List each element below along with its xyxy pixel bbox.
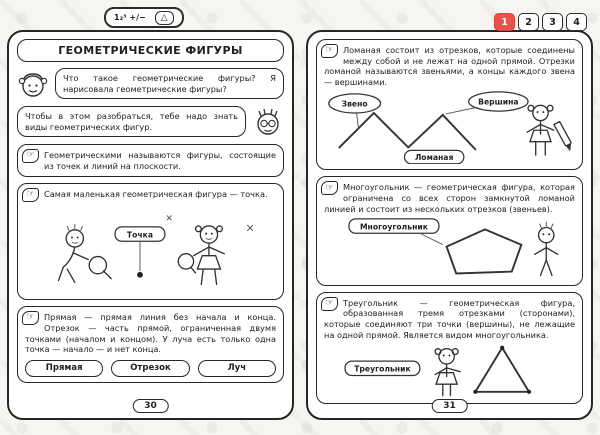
fact-box-point [17, 183, 284, 300]
polyline-shape [339, 113, 475, 149]
answer-row [17, 106, 284, 138]
fact-point-text: Самая маленькая геометрическая фигура — точка. [44, 189, 268, 200]
fact-polyline-text: Ломаная состоит из отрезков, которые соединены между собой и не лежат на одной прямой. Отрезки ломаной называются звеньями, а концы каждого звена — вершинами. [324, 45, 575, 87]
pointing-hand-icon: ☞ [22, 149, 39, 163]
fact-box-figures [17, 144, 284, 177]
fact-box-polygon [316, 176, 583, 285]
girl-figure-icon [435, 349, 460, 396]
label-line: Прямая [25, 360, 103, 377]
fact-box-polyline [316, 39, 583, 170]
question-row [17, 68, 284, 100]
page-title: ГЕОМЕТРИЧЕСКИЕ ФИГУРЫ [17, 39, 284, 62]
triangle-icon: △ [160, 12, 168, 23]
boy-face-icon [252, 106, 284, 138]
calculator-badge [104, 7, 184, 28]
fact-polygon-text: Многоугольник — геометрическая фигура, которая ограничена со всех сторон замкнутой ломаной линией и состоит из нескольких отрезков (звеньев). [324, 182, 575, 214]
tab-3[interactable]: 3 [542, 13, 563, 31]
fly-doodles-icon [167, 216, 253, 231]
polygon-label-text: Многоугольник [359, 222, 428, 232]
polyline-label-text: Ломаная [414, 152, 454, 162]
page-number-left: 30 [132, 399, 169, 413]
pointing-hand-icon: ☞ [22, 188, 39, 202]
girl-with-pencil-icon [527, 105, 571, 155]
calc-text: 1₂³ +/− [114, 13, 146, 22]
polyline-illustration [324, 90, 575, 165]
pointing-hand-icon: ☞ [321, 44, 338, 58]
pointing-hand-icon: ☞ [321, 181, 338, 195]
vertex-label-text: Вершина [478, 96, 519, 106]
triangle-button[interactable] [155, 11, 174, 25]
triangle-illustration [324, 342, 575, 398]
pointing-hand-icon: ☞ [321, 297, 338, 311]
link-label-text: Звено [341, 98, 368, 108]
fact-box-triangle [316, 292, 583, 404]
speech-bubble-answer: Чтобы в этом разобраться, тебе надо знать виды геометрических фигур. [17, 106, 246, 137]
triangle-label-text: Треугольник [354, 364, 411, 374]
boy-with-magnifier-icon [59, 224, 112, 282]
tab-1[interactable]: 1 [494, 13, 515, 31]
boy-figure-icon [535, 222, 558, 276]
speech-bubble-question: Что такое геометрические фигуры? Я нарисовала геометрические фигуры? [55, 68, 284, 99]
right-page [306, 30, 593, 420]
fact-triangle-text: Треугольник — геометрическая фигура, образованная тремя отрезками (сторонами), которые соединяют три точки (вершины), не лежащие на одной прямой. Является видом многоугольника. [324, 297, 575, 340]
girl-face-icon [17, 68, 49, 100]
tab-4[interactable]: 4 [566, 13, 587, 31]
point-label-text: Точка [126, 230, 154, 240]
label-segment: Отрезок [111, 360, 189, 377]
page-number-right: 31 [431, 399, 468, 413]
pointing-hand-icon: ☞ [22, 311, 39, 325]
triangle-shape [475, 348, 529, 392]
label-ray: Луч [198, 360, 276, 377]
tab-2[interactable]: 2 [518, 13, 539, 31]
fact-lines-text: Прямая — прямая линия без начала и конца. Отрезок — часть прямой, ограниченная двумя точками (началом и концом). У луча есть только одна точка — начало — и нет конца. [25, 312, 276, 355]
fact-figures-text: Геометрическими называются фигуры, состоящие из точек и линий на плоскости. [44, 150, 276, 171]
page-tabs [494, 13, 587, 31]
point-illustration [25, 202, 276, 294]
girl-with-magnifier-icon [178, 226, 224, 284]
shape-labels-row [25, 360, 276, 377]
point-dot [137, 272, 143, 278]
polygon-shape [447, 230, 522, 274]
polygon-illustration [324, 216, 575, 279]
fact-box-lines [17, 306, 284, 383]
left-page [7, 30, 294, 420]
